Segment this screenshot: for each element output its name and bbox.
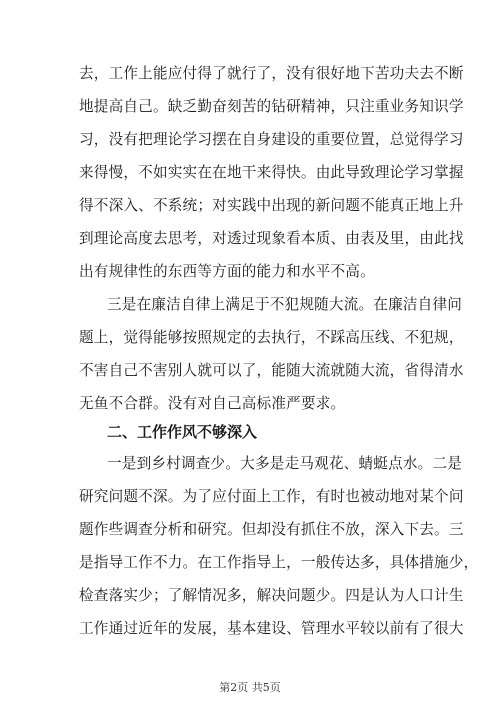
- paragraph-line: 一是到乡村调查少。大多是走马观花、蜻蜓点水。二是: [107, 455, 463, 472]
- paragraph-line: 得不深入、不系统；对实践中出现的新问题不能真正地上升: [79, 197, 464, 214]
- paragraph-line: 是指导工作不力。在工作指导上，一般传达多，具体措施少，: [79, 554, 479, 571]
- paragraph-line: 到理论高度去思考，对透过现象看本质、由表及里，由此找: [79, 230, 464, 247]
- paragraph-line: 题作些调查分析和研究。但却没有抓住不放，深入下去。三: [79, 521, 464, 538]
- paragraph-line: 工作通过近年的发展，基本建设、管理水平较以前有了很大: [79, 620, 464, 637]
- paragraph-line: 题上，觉得能够按照规定的去执行，不踩高压线、不犯规，: [79, 329, 464, 346]
- paragraph-line: 习，没有把理论学习摆在自身建设的重要位置，总觉得学习: [79, 131, 464, 148]
- paragraph-line: 来得慢，不如实实在在地干来得快。由此导致理论学习掌握: [79, 164, 464, 181]
- paragraph-line: 出有规律性的东西等方面的能力和水平不高。: [79, 263, 375, 280]
- section-heading: 二、工作作风不够深入: [107, 423, 258, 441]
- paragraph-line: 不害自己不害别人就可以了，能随大流就随大流，省得清水: [79, 362, 464, 379]
- page-footer: 第2页 共5页: [219, 681, 281, 694]
- paragraph-line: 地提高自己。缺乏勤奋刻苦的钻研精神，只注重业务知识学: [79, 98, 464, 115]
- paragraph-line: 检查落实少；了解情况多，解决问题少。四是认为人口计生: [79, 587, 464, 604]
- paragraph-line: 研究问题不深。为了应付面上工作，有时也被动地对某个问: [79, 488, 464, 505]
- paragraph-line: 无鱼不合群。没有对自己高标准严要求。: [79, 395, 346, 412]
- paragraph-line: 去，工作上能应付得了就行了，没有很好地下苦功夫去不断: [79, 65, 464, 82]
- paragraph-line: 三是在廉洁自律上满足于不犯规随大流。在廉洁自律问: [107, 296, 463, 313]
